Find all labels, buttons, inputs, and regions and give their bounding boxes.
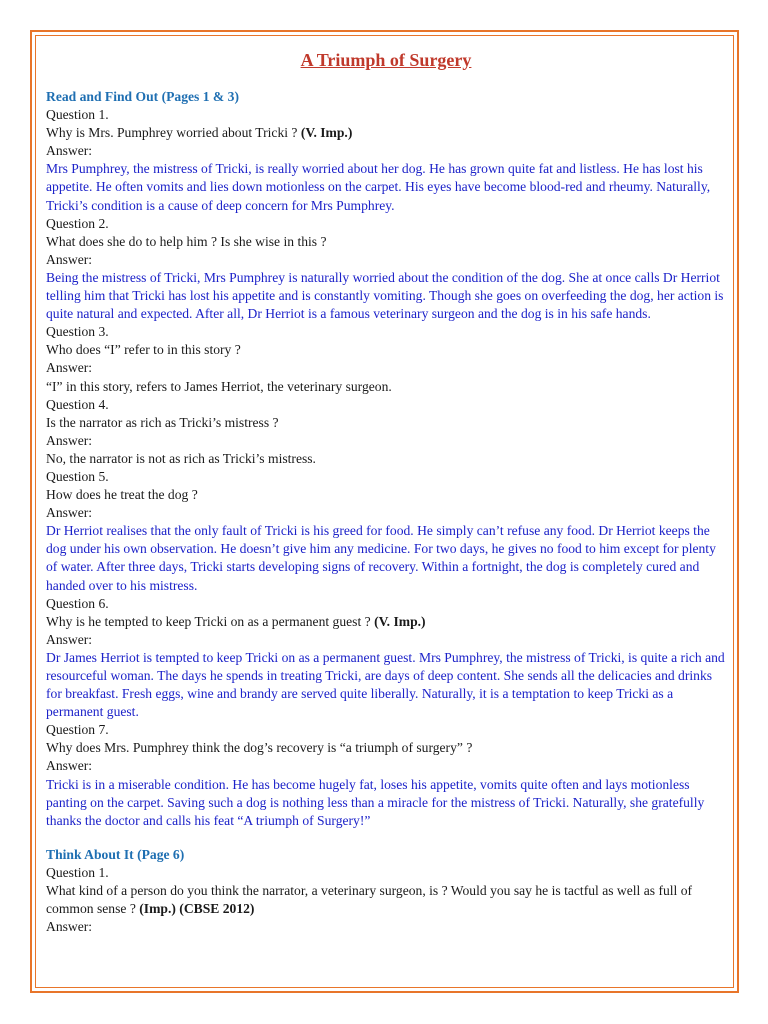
section-read-and-find-out xyxy=(46,88,726,830)
question-block xyxy=(46,215,726,324)
answer-label: Answer: xyxy=(46,143,93,159)
document-content xyxy=(46,48,726,936)
answer-text: Dr Herriot realises that the only fault of Tricki is his greed for food. He simply can’t refuse any food. Dr Herriot keeps the dog under his own observation. He doesn’t give him any medicine. For two days, he gives no food to him except for plenty of water. After three days, Tricki starts developing signs of recovery. Within a fortnight, the dog is completely cured and handed over to his mistress. xyxy=(46,523,716,593)
question-block xyxy=(46,468,726,595)
importance-tag: (V. Imp.) xyxy=(300,125,353,141)
answer-label: Answer: xyxy=(46,631,93,647)
answer-text: No, the narrator is not as rich as Tricki’s mistress. xyxy=(46,450,316,466)
section-heading-pages: (Page 6) xyxy=(137,846,185,862)
question-text xyxy=(46,233,726,251)
importance-tag: (Imp.) (CBSE 2012) xyxy=(139,901,255,917)
question-block xyxy=(46,323,726,395)
answer-label: Answer: xyxy=(46,758,93,774)
question-text-body: Is the narrator as rich as Tricki’s mistress ? xyxy=(46,414,279,430)
question-label: Question 4. xyxy=(46,396,109,412)
question-text-body: What kind of a person do you think the narrator, a veterinary surgeon, is ? Would you say he is tactful as well as full of common sense ? xyxy=(46,883,693,917)
answer-label: Answer: xyxy=(46,505,93,521)
question-text-body: Who does “I” refer to in this story ? xyxy=(46,342,241,358)
page-title: A Triumph of Surgery xyxy=(300,50,472,70)
answer-text: Dr James Herriot is tempted to keep Tricki on as a permanent guest. Mrs Pumphrey, the mistress of Tricki, is quite a rich and resourceful woman. The days he spends in treating Tricki, are days of deep content. She sends all the delicacies and drinks for breakfast. Fresh eggs, wine and brandy are served quite liberally. Naturally, it is a temptation to keep Tricki as a permanent guest. xyxy=(46,649,725,720)
question-block xyxy=(46,396,726,468)
section-heading-pages: (Pages 1 & 3) xyxy=(161,89,239,104)
question-label: Question 1. xyxy=(46,107,109,123)
question-label: Question 5. xyxy=(46,468,109,484)
question-text xyxy=(46,882,726,918)
section-think-about-it xyxy=(46,846,726,936)
question-text-body: Why is he tempted to keep Tricki on as a permanent guest ? xyxy=(46,613,371,629)
question-label: Question 7. xyxy=(46,722,109,738)
section-heading-text: Think About It xyxy=(46,846,134,862)
answer-text: Being the mistress of Tricki, Mrs Pumphrey is naturally worried about the condition of the dog. She at once calls Dr Herriot telling him that Tricki has lost his appetite and is constantly vomiting. Though she goes on overfeeding the dog, her action is quite natural and expected. After all, Dr Herriot is a famous veterinary surgeon and the dog is in his safe hands. xyxy=(46,269,724,322)
section-heading-text: Read and Find Out xyxy=(46,89,159,104)
answer-label: Answer: xyxy=(46,251,93,267)
question-text xyxy=(46,739,726,757)
question-text xyxy=(46,341,726,359)
answer-label: Answer: xyxy=(46,360,93,376)
question-text xyxy=(46,414,726,432)
question-block xyxy=(46,595,726,722)
section-spacer xyxy=(46,830,726,846)
question-block xyxy=(46,864,726,936)
question-text-body: Why does Mrs. Pumphrey think the dog’s recovery is “a triumph of surgery” ? xyxy=(46,740,473,756)
importance-tag: (V. Imp.) xyxy=(374,613,426,629)
answer-text: Mrs Pumphrey, the mistress of Tricki, is really worried about her dog. He has grown quite fat and listless. He has lost his appetite. He often vomits and lies down motionless on the carpet. His eyes have become blood-red and rheumy. Naturally, Tricki’s condition is a cause of deep concern for Mrs Pumphrey. xyxy=(46,161,711,213)
question-block xyxy=(46,106,726,215)
question-label: Question 1. xyxy=(46,864,109,880)
question-label: Question 3. xyxy=(46,324,109,340)
answer-text: “I” in this story, refers to James Herriot, the veterinary surgeon. xyxy=(46,378,392,394)
question-text xyxy=(46,486,726,504)
question-text xyxy=(46,124,726,142)
section-heading xyxy=(46,846,726,864)
question-text-body: What does she do to help him ? Is she wise in this ? xyxy=(46,233,327,249)
question-text-body: How does he treat the dog ? xyxy=(46,487,198,503)
question-block xyxy=(46,721,726,830)
question-text xyxy=(46,613,726,631)
answer-label: Answer: xyxy=(46,432,93,448)
question-label: Question 6. xyxy=(46,595,109,611)
answer-label: Answer: xyxy=(46,919,93,935)
answer-text: Tricki is in a miserable condition. He has become hugely fat, loses his appetite, vomits quite often and lays motionless panting on the carpet. Saving such a dog is nothing less than a miracle for the mistress of Tricki. Naturally, she gratefully thanks the doctor and calls his feat “A triumph of Surgery!” xyxy=(46,776,705,828)
question-label: Question 2. xyxy=(46,215,109,231)
question-text-body: Why is Mrs. Pumphrey worried about Tricki ? xyxy=(46,125,298,141)
section-heading xyxy=(46,88,726,106)
